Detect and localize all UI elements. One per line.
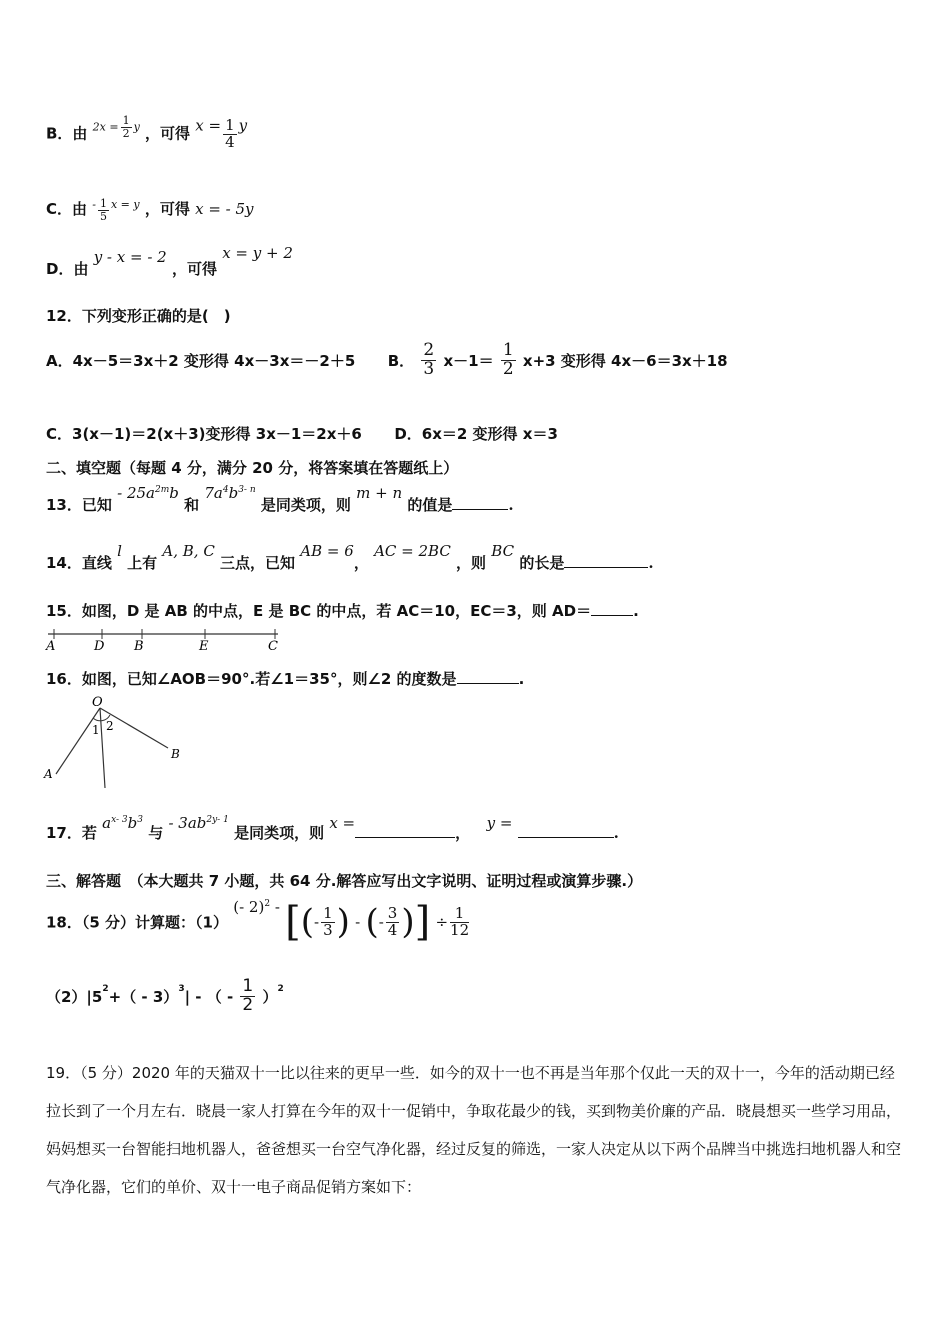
- q17-term-1: $a^{x- 3}b^3$: [102, 814, 143, 832]
- q17-y: y =: [486, 814, 513, 832]
- q11-c-neg: -: [92, 198, 96, 212]
- q14-ab: AB = 6: [300, 542, 354, 560]
- q16-angle-diagram: [40, 694, 200, 792]
- q14-end: .: [648, 554, 654, 572]
- q11-c-label: C．由: [46, 200, 88, 219]
- q11-b-mid: ，可得: [145, 124, 191, 143]
- q14-tail: 的长是: [519, 554, 565, 572]
- q12-b-frac-2: $\frac{1}{2}$: [502, 340, 514, 379]
- q18-right-bracket: ]: [414, 899, 431, 945]
- q17-y-blank[interactable]: [518, 823, 614, 838]
- q18-lead: 18．（5 分）计算题：（1）: [46, 913, 228, 932]
- q18-p2-c: | - （ -: [184, 987, 234, 1006]
- q18-neg-1: -: [314, 913, 320, 931]
- section-3-heading: 三、解答题 （本大题共 7 小题，共 64 分.解答应写出文字说明、证明过程或演算步骤.）: [46, 872, 643, 890]
- q16-label-a: A: [44, 767, 53, 781]
- q18-paren-close-1: ): [336, 902, 350, 942]
- section-2-heading: 二、填空题（每题 4 分，满分 20 分，将答案填在答题纸上）: [46, 459, 459, 477]
- q14-then: ，则: [456, 554, 487, 572]
- q17-mid: 是同类项，则: [234, 824, 325, 842]
- q18-part-1: [46, 898, 471, 945]
- q13-term-2: $7a^4b^{3- n}$: [204, 484, 256, 502]
- q14-known: 三点，已知: [220, 554, 296, 572]
- q17-comma: ，: [455, 824, 471, 842]
- q11-b-result-frac: $\frac{1}{4}$: [225, 116, 235, 152]
- q17-x-blank[interactable]: [355, 823, 455, 838]
- q18-paren-open-1: (: [300, 902, 315, 942]
- q15-label-c: C: [268, 639, 278, 654]
- q11-c-frac: $\frac{1}{5}$: [99, 197, 107, 223]
- q12-b-mid: x－1＝: [443, 351, 494, 370]
- q16-label-angle-2: 2: [106, 719, 114, 733]
- q13-tail: 的值是: [407, 496, 453, 514]
- q15-answer-blank[interactable]: [591, 601, 633, 616]
- q17: [46, 812, 619, 842]
- q12-b-frac-1: $\frac{2}{3}$: [423, 340, 435, 379]
- q18-p2-exp-3: 2: [277, 983, 284, 994]
- q17-term-2: - $3ab^{2y- 1}$: [168, 814, 229, 832]
- q14-answer-blank[interactable]: [564, 553, 648, 568]
- q12-stem: 12．下列变形正确的是( ): [46, 307, 231, 325]
- q18-left-bracket: [: [285, 899, 301, 945]
- q18-minus: -: [355, 913, 361, 931]
- q13-term-1: - $25a^{2m}b$: [117, 484, 179, 502]
- q15-label-b: B: [134, 639, 144, 654]
- q13-mid: 是同类项，则: [260, 496, 351, 514]
- q18-p2-frac: $\frac{1}{2}$: [242, 976, 254, 1015]
- q12-options-ab: [46, 342, 728, 379]
- q13-and: 和: [184, 496, 200, 514]
- q11-c-result: x = - 5y: [195, 200, 254, 219]
- q11-d-result: x = y + 2: [222, 244, 293, 262]
- q15-segment-diagram: [42, 626, 292, 654]
- q17-x: x =: [329, 814, 356, 832]
- q18-paren-close-2: ): [401, 902, 415, 942]
- q11-option-b: [46, 115, 247, 151]
- q13-end: .: [508, 496, 514, 514]
- q11-b-eq-tail: y: [133, 120, 140, 134]
- q11-c-mid: ，可得: [144, 200, 190, 219]
- q11-b-result-tail: y: [238, 116, 248, 135]
- q13-lead: 13．已知: [46, 496, 112, 514]
- q17-end: .: [613, 824, 619, 842]
- q11-d-eq: y - x = - 2: [93, 248, 167, 266]
- q18-p2-exp-2: 3: [178, 983, 185, 994]
- q15-label-e: E: [199, 639, 209, 654]
- q11-b-frac: $\frac{1}{2}$: [122, 114, 130, 140]
- q11-d-mid: ，可得: [171, 260, 217, 278]
- q16-label-b: B: [171, 747, 180, 761]
- q12-option-d: D．6x＝2 变形得 x＝3: [394, 425, 558, 443]
- q18-frac-1-3: $\frac{1}{3}$: [323, 903, 333, 939]
- q14-on: 上有: [127, 554, 158, 572]
- q18-p2-a: （2）|5: [46, 987, 103, 1006]
- q18-power: (- 2)$^2$ -: [233, 898, 280, 916]
- q18-p2-b: +（ - 3）: [108, 987, 179, 1006]
- q12-option-a: A．4x－5＝3x＋2 变形得 4x－3x＝－2＋5: [46, 351, 356, 370]
- q13-m-plus-n: m + n: [356, 484, 403, 502]
- q16-answer-blank[interactable]: [457, 669, 519, 684]
- q16-label-o: O: [92, 695, 103, 710]
- q14-ac: AC = 2BC: [374, 542, 451, 560]
- q11-d-label: D．由: [46, 260, 89, 278]
- q11-c-eq: x = y: [110, 198, 140, 212]
- q14-bc: BC: [491, 542, 515, 560]
- q17-with: 与: [148, 824, 164, 842]
- q13-answer-blank[interactable]: [452, 495, 508, 510]
- q11-b-label: B．由: [46, 124, 88, 143]
- q17-lead: 17．若: [46, 824, 97, 842]
- q11-option-d: [46, 244, 293, 278]
- q16: [46, 668, 524, 689]
- q12-option-b-label: B．: [387, 351, 415, 370]
- q13: [46, 482, 514, 514]
- q18-paren-open-2: (: [365, 902, 379, 942]
- q18-divide: ÷: [435, 913, 449, 931]
- q18-frac-1-12: $\frac{1}{12}$: [450, 903, 470, 939]
- q16-end: .: [518, 670, 525, 688]
- q18-p2-exp-1: 2: [102, 983, 109, 994]
- q16-text: 16．如图，已知∠AOB＝90°.若∠1＝35°，则∠2 的度数是: [46, 670, 457, 688]
- q15-label-d: D: [94, 639, 105, 654]
- q15-label-a: A: [46, 639, 56, 654]
- q18-part-2: [46, 978, 284, 1015]
- q15-end: .: [633, 602, 639, 620]
- q11-b-eq: 2x =: [92, 120, 119, 134]
- q14-lead: 14．直线: [46, 554, 112, 572]
- q15-text: 15．如图，D 是 AB 的中点，E 是 BC 的中点，若 AC＝10，EC＝3，则 AD＝: [46, 602, 592, 620]
- q12-option-c: C．3(x－1)＝2(x＋3)变形得 3x－1＝2x＋6: [46, 425, 362, 443]
- q14-points: A, B, C: [162, 542, 215, 560]
- q19-paragraph: 19．（5 分）2020 年的天猫双十一比以往来的更早一些．如今的双十一也不再是当年那个仅此一天的双十一，今年的活动期已经拉长到了一个月左右．晓晨一家人打算在今年的双十一促销中，争取花最少的钱，买到物美价廉的产品．晓晨想买一些学习用品，妈妈想买一台智能扫地机器人，爸爸想买一台空气净化器，经过反复的筛选，一家人决定从以下两个品牌当中挑选扫地机器人和空气净化器，它们的单价、双十一电子商品促销方案如下：: [46, 1064, 902, 1196]
- q11-b-result: x =: [195, 116, 222, 135]
- q12-b-tail: x+3 变形得 4x－6＝3x＋18: [522, 351, 728, 370]
- q11-option-c: [46, 198, 254, 222]
- q14: [46, 540, 654, 572]
- q18-p2-d: ）: [262, 987, 278, 1006]
- q12-options-cd: [46, 423, 558, 444]
- q15: [46, 600, 639, 621]
- q18-neg-2: -: [378, 913, 384, 931]
- q16-label-angle-1: 1: [92, 723, 100, 737]
- q14-comma: ，: [353, 554, 369, 572]
- q14-line-l: l: [117, 542, 122, 560]
- q18-frac-3-4: $\frac{3}{4}$: [387, 903, 398, 939]
